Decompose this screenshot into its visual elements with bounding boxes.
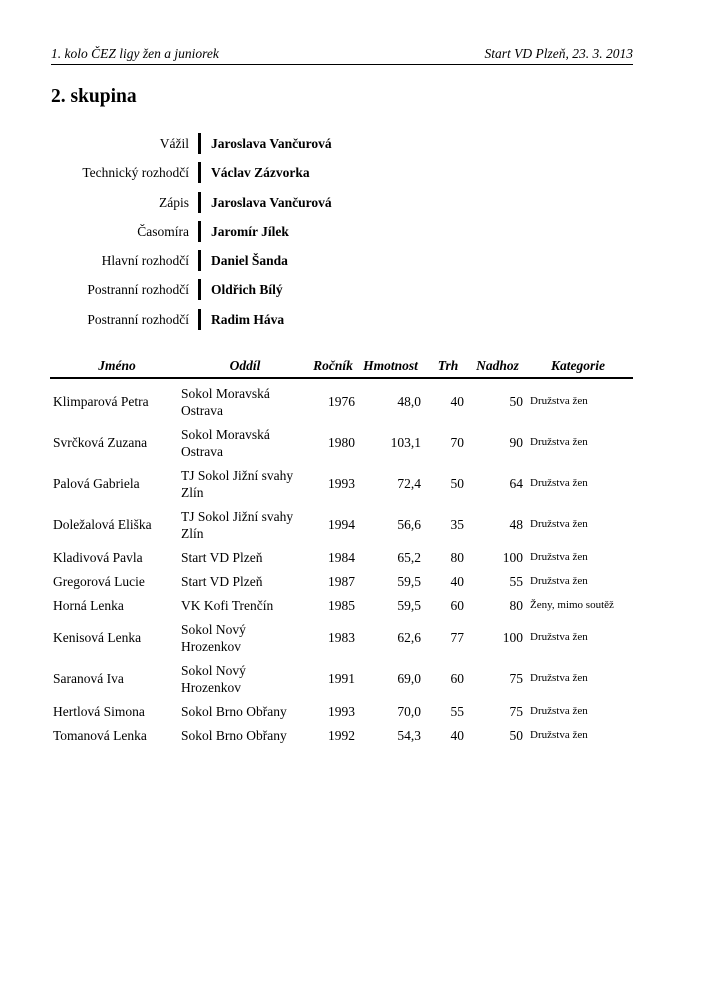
official-role: Vážil: [159, 136, 189, 151]
cell-clean-jerk: 90: [509, 435, 523, 450]
official-name: Daniel Šanda: [211, 253, 288, 269]
cell-club: Sokol Brno Obřany: [181, 703, 287, 719]
column-header-clean-jerk: Nadhoz: [472, 355, 523, 378]
cell-name: Gregorová Lucie: [53, 573, 145, 589]
cell-name: Svrčková Zuzana: [53, 435, 148, 450]
cell-club: VK Kofi Trenčín: [181, 597, 274, 613]
cell-clean-jerk: 55: [509, 573, 523, 589]
cell-year: 1976: [328, 394, 355, 409]
cell-clean-jerk: 80: [509, 597, 523, 613]
cell-clean-jerk: 75: [509, 671, 523, 686]
cell-club: Start VD Plzeň: [181, 573, 263, 589]
official-role: Hlavní rozhodčí: [101, 253, 189, 269]
table-row: [50, 569, 633, 593]
cell-clean-jerk: 50: [509, 727, 523, 743]
column-header-name: Jméno: [50, 355, 181, 378]
cell-club: TJ Sokol Jižní svahy Zlín: [181, 467, 294, 500]
table-row: [50, 699, 633, 723]
official-row: [0, 219, 707, 248]
cell-club: Sokol Nový Hrozenkov: [181, 662, 246, 695]
cell-snatch: 77: [450, 630, 464, 645]
table-row: [50, 504, 633, 545]
cell-clean-jerk: 75: [509, 703, 523, 719]
table-row: [50, 422, 633, 463]
official-role: Postranní rozhodčí: [87, 311, 189, 327]
cell-clean-jerk: 100: [502, 630, 523, 645]
cell-club: Sokol Nový Hrozenkov: [181, 621, 246, 654]
cell-club: Sokol Moravská Ostrava: [181, 385, 270, 418]
cell-year: 1992: [328, 727, 355, 743]
cell-snatch: 40: [450, 573, 464, 589]
cell-name: Tomanová Lenka: [53, 727, 147, 743]
cell-clean-jerk: 64: [509, 476, 523, 491]
cell-clean-jerk: 50: [509, 394, 523, 409]
official-divider: [198, 133, 201, 154]
event-title: 1. kolo ČEZ ligy žen a juniorek: [51, 46, 219, 61]
cell-year: 1987: [328, 573, 355, 589]
cell-category: Družstva žen: [530, 436, 588, 448]
official-name: Jaroslava Vančurová: [211, 136, 332, 151]
cell-category: Družstva žen: [530, 728, 588, 741]
official-name: Radim Háva: [211, 311, 285, 327]
results-table: [50, 355, 633, 747]
cell-club: TJ Sokol Jižní svahy Zlín: [181, 508, 294, 541]
cell-name: Palová Gabriela: [53, 476, 140, 491]
cell-name: Kenisová Lenka: [53, 630, 142, 645]
official-divider: [198, 309, 201, 330]
official-row: [0, 307, 707, 336]
official-divider: [198, 192, 201, 213]
cell-name: Klimparová Petra: [53, 394, 149, 409]
table-row: [50, 545, 633, 569]
cell-category: Družstva žen: [530, 672, 588, 684]
cell-club: Sokol Brno Obřany: [181, 727, 287, 743]
cell-clean-jerk: 48: [509, 517, 523, 532]
cell-weight: 103,1: [390, 435, 421, 450]
cell-category: Ženy, mimo soutěž: [530, 598, 614, 611]
official-row: [0, 131, 707, 160]
cell-weight: 65,2: [397, 549, 421, 565]
cell-snatch: 60: [450, 597, 464, 613]
cell-category: Družstva žen: [530, 631, 588, 643]
cell-year: 1993: [328, 703, 355, 719]
cell-weight: 54,3: [397, 727, 421, 743]
table-row: [50, 658, 633, 699]
official-divider: [198, 162, 201, 183]
cell-club: Sokol Moravská Ostrava: [181, 426, 270, 459]
official-role: Postranní rozhodčí: [87, 282, 189, 298]
cell-year: 1980: [328, 435, 355, 450]
official-row: [0, 248, 707, 277]
cell-clean-jerk: 100: [502, 549, 523, 565]
official-role: Zápis: [159, 194, 189, 210]
cell-name: Doležalová Eliška: [53, 517, 152, 532]
cell-category: Družstva žen: [530, 550, 588, 563]
cell-category: Družstva žen: [530, 477, 588, 489]
cell-weight: 59,5: [397, 573, 421, 589]
table-row: [50, 593, 633, 617]
page-header: [51, 44, 633, 65]
cell-snatch: 50: [450, 476, 464, 491]
cell-name: Horná Lenka: [53, 597, 124, 613]
official-row: [0, 190, 707, 219]
official-name: Oldřich Bílý: [211, 282, 283, 298]
column-header-year: Ročník: [309, 355, 357, 378]
event-venue-date: Start VD Plzeň, 23. 3. 2013: [484, 46, 633, 61]
cell-snatch: 40: [450, 394, 464, 409]
cell-name: Saranová Iva: [53, 671, 124, 686]
cell-snatch: 35: [450, 517, 464, 532]
cell-snatch: 70: [450, 435, 464, 450]
official-divider: [198, 279, 201, 300]
official-name: Jaromír Jílek: [211, 223, 289, 239]
cell-name: Hertlová Simona: [53, 703, 145, 719]
cell-weight: 70,0: [397, 703, 421, 719]
cell-category: Družstva žen: [530, 704, 588, 717]
table-row: [50, 378, 633, 422]
table-header-row: [50, 355, 633, 378]
official-name: Václav Zázvorka: [211, 165, 310, 181]
cell-year: 1984: [328, 549, 355, 565]
cell-year: 1991: [328, 671, 355, 686]
cell-club: Start VD Plzeň: [181, 549, 263, 565]
cell-snatch: 40: [450, 727, 464, 743]
table-row: [50, 617, 633, 658]
cell-year: 1985: [328, 597, 355, 613]
cell-weight: 69,0: [397, 671, 421, 686]
cell-name: Kladivová Pavla: [53, 549, 143, 565]
official-divider: [198, 250, 201, 271]
column-header-category: Kategorie: [523, 355, 633, 378]
official-divider: [198, 221, 201, 242]
column-header-club: Oddíl: [181, 355, 309, 378]
cell-year: 1993: [328, 476, 355, 491]
cell-snatch: 80: [450, 549, 464, 565]
group-title: 2. skupina: [51, 86, 137, 107]
official-row: [0, 160, 707, 189]
cell-year: 1994: [328, 517, 355, 532]
column-header-weight: Hmotnost: [357, 355, 424, 378]
official-role: Technický rozhodčí: [82, 165, 189, 181]
table-row: [50, 463, 633, 504]
cell-weight: 56,6: [397, 517, 421, 532]
cell-weight: 72,4: [397, 476, 421, 491]
officials-list: [0, 131, 707, 336]
cell-category: Družstva žen: [530, 395, 588, 407]
cell-snatch: 60: [450, 671, 464, 686]
cell-category: Družstva žen: [530, 518, 588, 530]
table-row: [50, 723, 633, 747]
cell-category: Družstva žen: [530, 574, 588, 587]
official-row: [0, 277, 707, 306]
cell-snatch: 55: [450, 703, 464, 719]
cell-weight: 62,6: [397, 630, 421, 645]
column-header-snatch: Trh: [424, 355, 472, 378]
cell-year: 1983: [328, 630, 355, 645]
official-role: Časomíra: [137, 223, 189, 239]
cell-weight: 48,0: [397, 394, 421, 409]
official-name: Jaroslava Vančurová: [211, 194, 332, 210]
cell-weight: 59,5: [397, 597, 421, 613]
